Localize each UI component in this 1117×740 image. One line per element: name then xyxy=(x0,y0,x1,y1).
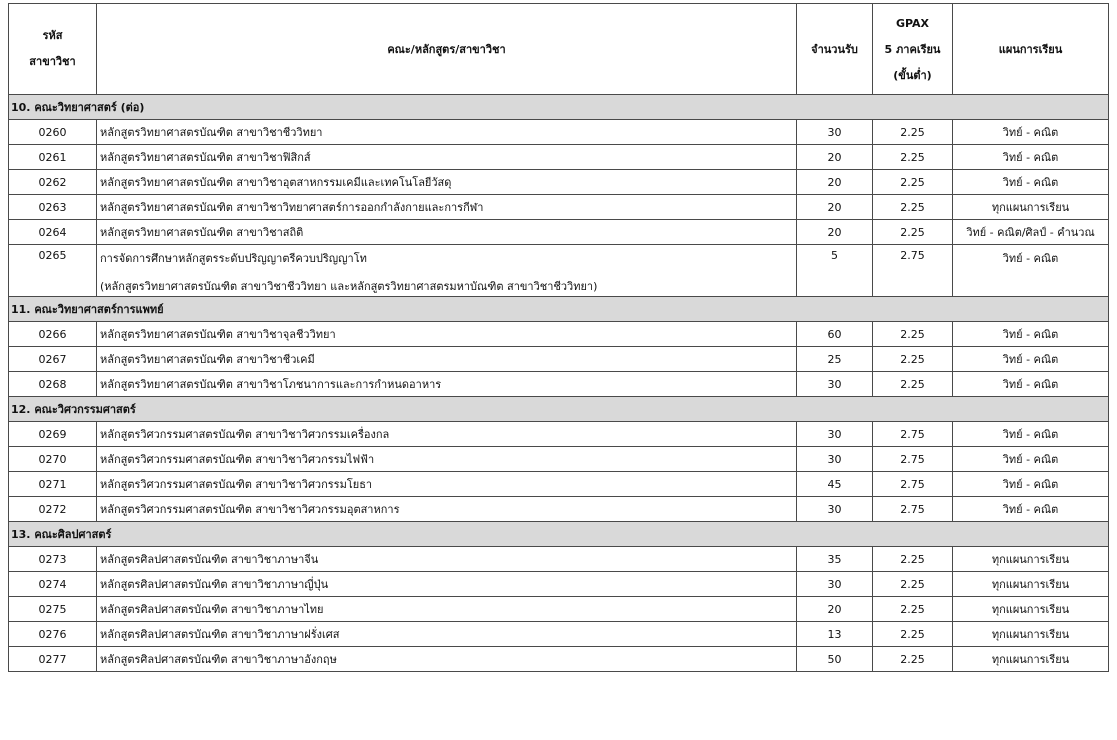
table-row xyxy=(9,647,1109,672)
seats-cell: 60 xyxy=(797,322,873,347)
program-code-cell: 0271 xyxy=(9,472,97,497)
seats-cell: 45 xyxy=(797,472,873,497)
study-plan-cell: ทุกแผนการเรียน xyxy=(953,622,1109,647)
seats-cell: 20 xyxy=(797,597,873,622)
program-name-cell: หลักสูตรวิศวกรรมศาสตรบัณฑิต สาขาวิชาวิศวกรรมไฟฟ้า xyxy=(97,447,797,472)
seats-cell: 5 xyxy=(797,245,873,297)
program-code-cell: 0266 xyxy=(9,322,97,347)
program-name-cell: หลักสูตรวิทยาศาสตรบัณฑิต สาขาวิชาอุตสาหกรรมเคมีและเทคโนโลยีวัสดุ xyxy=(97,170,797,195)
header-code-line1: รหัส xyxy=(42,29,63,42)
gpax-cell: 2.25 xyxy=(873,597,953,622)
study-plan-cell: วิทย์ - คณิต/ศิลป์ - คำนวณ xyxy=(953,220,1109,245)
study-plan-cell: วิทย์ - คณิต xyxy=(953,322,1109,347)
seats-cell: 30 xyxy=(797,372,873,397)
program-name-line1: การจัดการศึกษาหลักสูตรระดับปริญญาตรีควบปริญญาโท xyxy=(100,252,367,265)
program-name-cell: หลักสูตรศิลปศาสตรบัณฑิต สาขาวิชาภาษาจีน xyxy=(97,547,797,572)
section-row xyxy=(9,297,1109,322)
header-gpax-line2: 5 ภาคเรียน xyxy=(884,43,941,56)
table-row xyxy=(9,622,1109,647)
program-code-cell: 0275 xyxy=(9,597,97,622)
study-plan-cell: วิทย์ - คณิต xyxy=(953,472,1109,497)
gpax-cell: 2.25 xyxy=(873,622,953,647)
gpax-cell: 2.25 xyxy=(873,347,953,372)
study-plan-cell: วิทย์ - คณิต xyxy=(953,372,1109,397)
header-code xyxy=(9,4,97,95)
program-code-cell: 0260 xyxy=(9,120,97,145)
gpax-cell: 2.25 xyxy=(873,572,953,597)
section-title: 13. คณะศิลปศาสตร์ xyxy=(9,522,1109,547)
study-plan-cell: วิทย์ - คณิต xyxy=(953,497,1109,522)
table-row xyxy=(9,245,1109,297)
study-plan-cell: ทุกแผนการเรียน xyxy=(953,547,1109,572)
gpax-cell: 2.25 xyxy=(873,547,953,572)
seats-cell: 20 xyxy=(797,195,873,220)
program-name-cell: หลักสูตรวิศวกรรมศาสตรบัณฑิต สาขาวิชาวิศวกรรมโยธา xyxy=(97,472,797,497)
table-row xyxy=(9,220,1109,245)
seats-cell: 30 xyxy=(797,422,873,447)
header-gpax-line3: (ขั้นต่ำ) xyxy=(893,69,932,82)
study-plan-cell: ทุกแผนการเรียน xyxy=(953,597,1109,622)
program-name-cell: หลักสูตรศิลปศาสตรบัณฑิต สาขาวิชาภาษาญี่ปุ่น xyxy=(97,572,797,597)
table-body xyxy=(9,95,1109,672)
table-row xyxy=(9,497,1109,522)
study-plan-cell: วิทย์ - คณิต xyxy=(953,347,1109,372)
program-name-cell: หลักสูตรศิลปศาสตรบัณฑิต สาขาวิชาภาษาฝรั่งเศส xyxy=(97,622,797,647)
program-name-cell: หลักสูตรวิศวกรรมศาสตรบัณฑิต สาขาวิชาวิศวกรรมอุตสาหการ xyxy=(97,497,797,522)
seats-cell: 30 xyxy=(797,120,873,145)
program-name-cell: หลักสูตรศิลปศาสตรบัณฑิต สาขาวิชาภาษาอังกฤษ xyxy=(97,647,797,672)
program-name-cell: หลักสูตรวิทยาศาสตรบัณฑิต สาขาวิชาสถิติ xyxy=(97,220,797,245)
program-code-cell: 0268 xyxy=(9,372,97,397)
header-gpax xyxy=(873,4,953,95)
table-row xyxy=(9,447,1109,472)
program-code-cell: 0261 xyxy=(9,145,97,170)
seats-cell: 20 xyxy=(797,220,873,245)
program-code-cell: 0273 xyxy=(9,547,97,572)
program-code-cell: 0267 xyxy=(9,347,97,372)
header-plan: แผนการเรียน xyxy=(953,4,1109,95)
program-code-cell: 0263 xyxy=(9,195,97,220)
study-plan-cell: วิทย์ - คณิต xyxy=(953,170,1109,195)
gpax-cell: 2.25 xyxy=(873,195,953,220)
program-name-cell: หลักสูตรศิลปศาสตรบัณฑิต สาขาวิชาภาษาไทย xyxy=(97,597,797,622)
table-row xyxy=(9,372,1109,397)
admission-table xyxy=(8,3,1109,672)
study-plan-cell: วิทย์ - คณิต xyxy=(953,447,1109,472)
study-plan-cell: วิทย์ - คณิต xyxy=(953,422,1109,447)
program-name-cell xyxy=(97,245,797,297)
study-plan-cell: ทุกแผนการเรียน xyxy=(953,647,1109,672)
gpax-cell: 2.25 xyxy=(873,145,953,170)
seats-cell: 50 xyxy=(797,647,873,672)
program-code-cell: 0262 xyxy=(9,170,97,195)
section-row xyxy=(9,397,1109,422)
header-code-line2: สาขาวิชา xyxy=(29,55,76,68)
table-row xyxy=(9,547,1109,572)
table-row xyxy=(9,597,1109,622)
program-code-cell: 0277 xyxy=(9,647,97,672)
section-row xyxy=(9,95,1109,120)
program-code-cell: 0276 xyxy=(9,622,97,647)
seats-cell: 13 xyxy=(797,622,873,647)
section-row xyxy=(9,522,1109,547)
gpax-cell: 2.25 xyxy=(873,647,953,672)
seats-cell: 30 xyxy=(797,572,873,597)
program-code-cell: 0269 xyxy=(9,422,97,447)
seats-cell: 30 xyxy=(797,497,873,522)
header-gpax-line1: GPAX xyxy=(895,17,930,30)
gpax-cell: 2.25 xyxy=(873,220,953,245)
section-title: 11. คณะวิทยาศาสตร์การแพทย์ xyxy=(9,297,1109,322)
header-seats: จำนวนรับ xyxy=(797,4,873,95)
program-name-cell: หลักสูตรวิศวกรรมศาสตรบัณฑิต สาขาวิชาวิศวกรรมเครื่องกล xyxy=(97,422,797,447)
gpax-cell: 2.75 xyxy=(873,245,953,297)
program-code-cell: 0265 xyxy=(9,245,97,297)
seats-cell: 30 xyxy=(797,447,873,472)
program-name-cell: หลักสูตรวิทยาศาสตรบัณฑิต สาขาวิชาฟิสิกส์ xyxy=(97,145,797,170)
gpax-cell: 2.25 xyxy=(873,170,953,195)
table-row xyxy=(9,322,1109,347)
program-code-cell: 0270 xyxy=(9,447,97,472)
gpax-cell: 2.75 xyxy=(873,497,953,522)
section-title: 12. คณะวิศวกรรมศาสตร์ xyxy=(9,397,1109,422)
gpax-cell: 2.25 xyxy=(873,372,953,397)
gpax-cell: 2.75 xyxy=(873,472,953,497)
seats-cell: 25 xyxy=(797,347,873,372)
admission-table-sheet xyxy=(8,3,1108,672)
seats-cell: 20 xyxy=(797,170,873,195)
program-code-cell: 0264 xyxy=(9,220,97,245)
table-row xyxy=(9,422,1109,447)
study-plan-cell: ทุกแผนการเรียน xyxy=(953,195,1109,220)
gpax-cell: 2.25 xyxy=(873,322,953,347)
table-row xyxy=(9,170,1109,195)
gpax-cell: 2.75 xyxy=(873,447,953,472)
gpax-cell: 2.25 xyxy=(873,120,953,145)
table-row xyxy=(9,472,1109,497)
study-plan-cell: วิทย์ - คณิต xyxy=(953,145,1109,170)
table-row xyxy=(9,120,1109,145)
table-row xyxy=(9,347,1109,372)
study-plan-cell: วิทย์ - คณิต xyxy=(953,120,1109,145)
table-row xyxy=(9,572,1109,597)
table-header xyxy=(9,4,1109,95)
table-row xyxy=(9,145,1109,170)
gpax-cell: 2.75 xyxy=(873,422,953,447)
program-name-line2: (หลักสูตรวิทยาศาสตรบัณฑิต สาขาวิชาชีววิทยา และหลักสูตรวิทยาศาสตรมหาบัณฑิต สาขาวิชาชีววิทยา) xyxy=(100,280,598,293)
study-plan-cell: วิทย์ - คณิต xyxy=(953,245,1109,297)
program-code-cell: 0272 xyxy=(9,497,97,522)
study-plan-cell: ทุกแผนการเรียน xyxy=(953,572,1109,597)
header-program: คณะ/หลักสูตร/สาขาวิชา xyxy=(97,4,797,95)
program-name-cell: หลักสูตรวิทยาศาสตรบัณฑิต สาขาวิชาโภชนาการและการกำหนดอาหาร xyxy=(97,372,797,397)
program-code-cell: 0274 xyxy=(9,572,97,597)
seats-cell: 35 xyxy=(797,547,873,572)
program-name-cell: หลักสูตรวิทยาศาสตรบัณฑิต สาขาวิชาชีวเคมี xyxy=(97,347,797,372)
section-title: 10. คณะวิทยาศาสตร์ (ต่อ) xyxy=(9,95,1109,120)
program-name-cell: หลักสูตรวิทยาศาสตรบัณฑิต สาขาวิชาวิทยาศาสตร์การออกกำลังกายและการกีฬา xyxy=(97,195,797,220)
table-row xyxy=(9,195,1109,220)
program-name-cell: หลักสูตรวิทยาศาสตรบัณฑิต สาขาวิชาจุลชีววิทยา xyxy=(97,322,797,347)
seats-cell: 20 xyxy=(797,145,873,170)
program-name-cell: หลักสูตรวิทยาศาสตรบัณฑิต สาขาวิชาชีววิทยา xyxy=(97,120,797,145)
